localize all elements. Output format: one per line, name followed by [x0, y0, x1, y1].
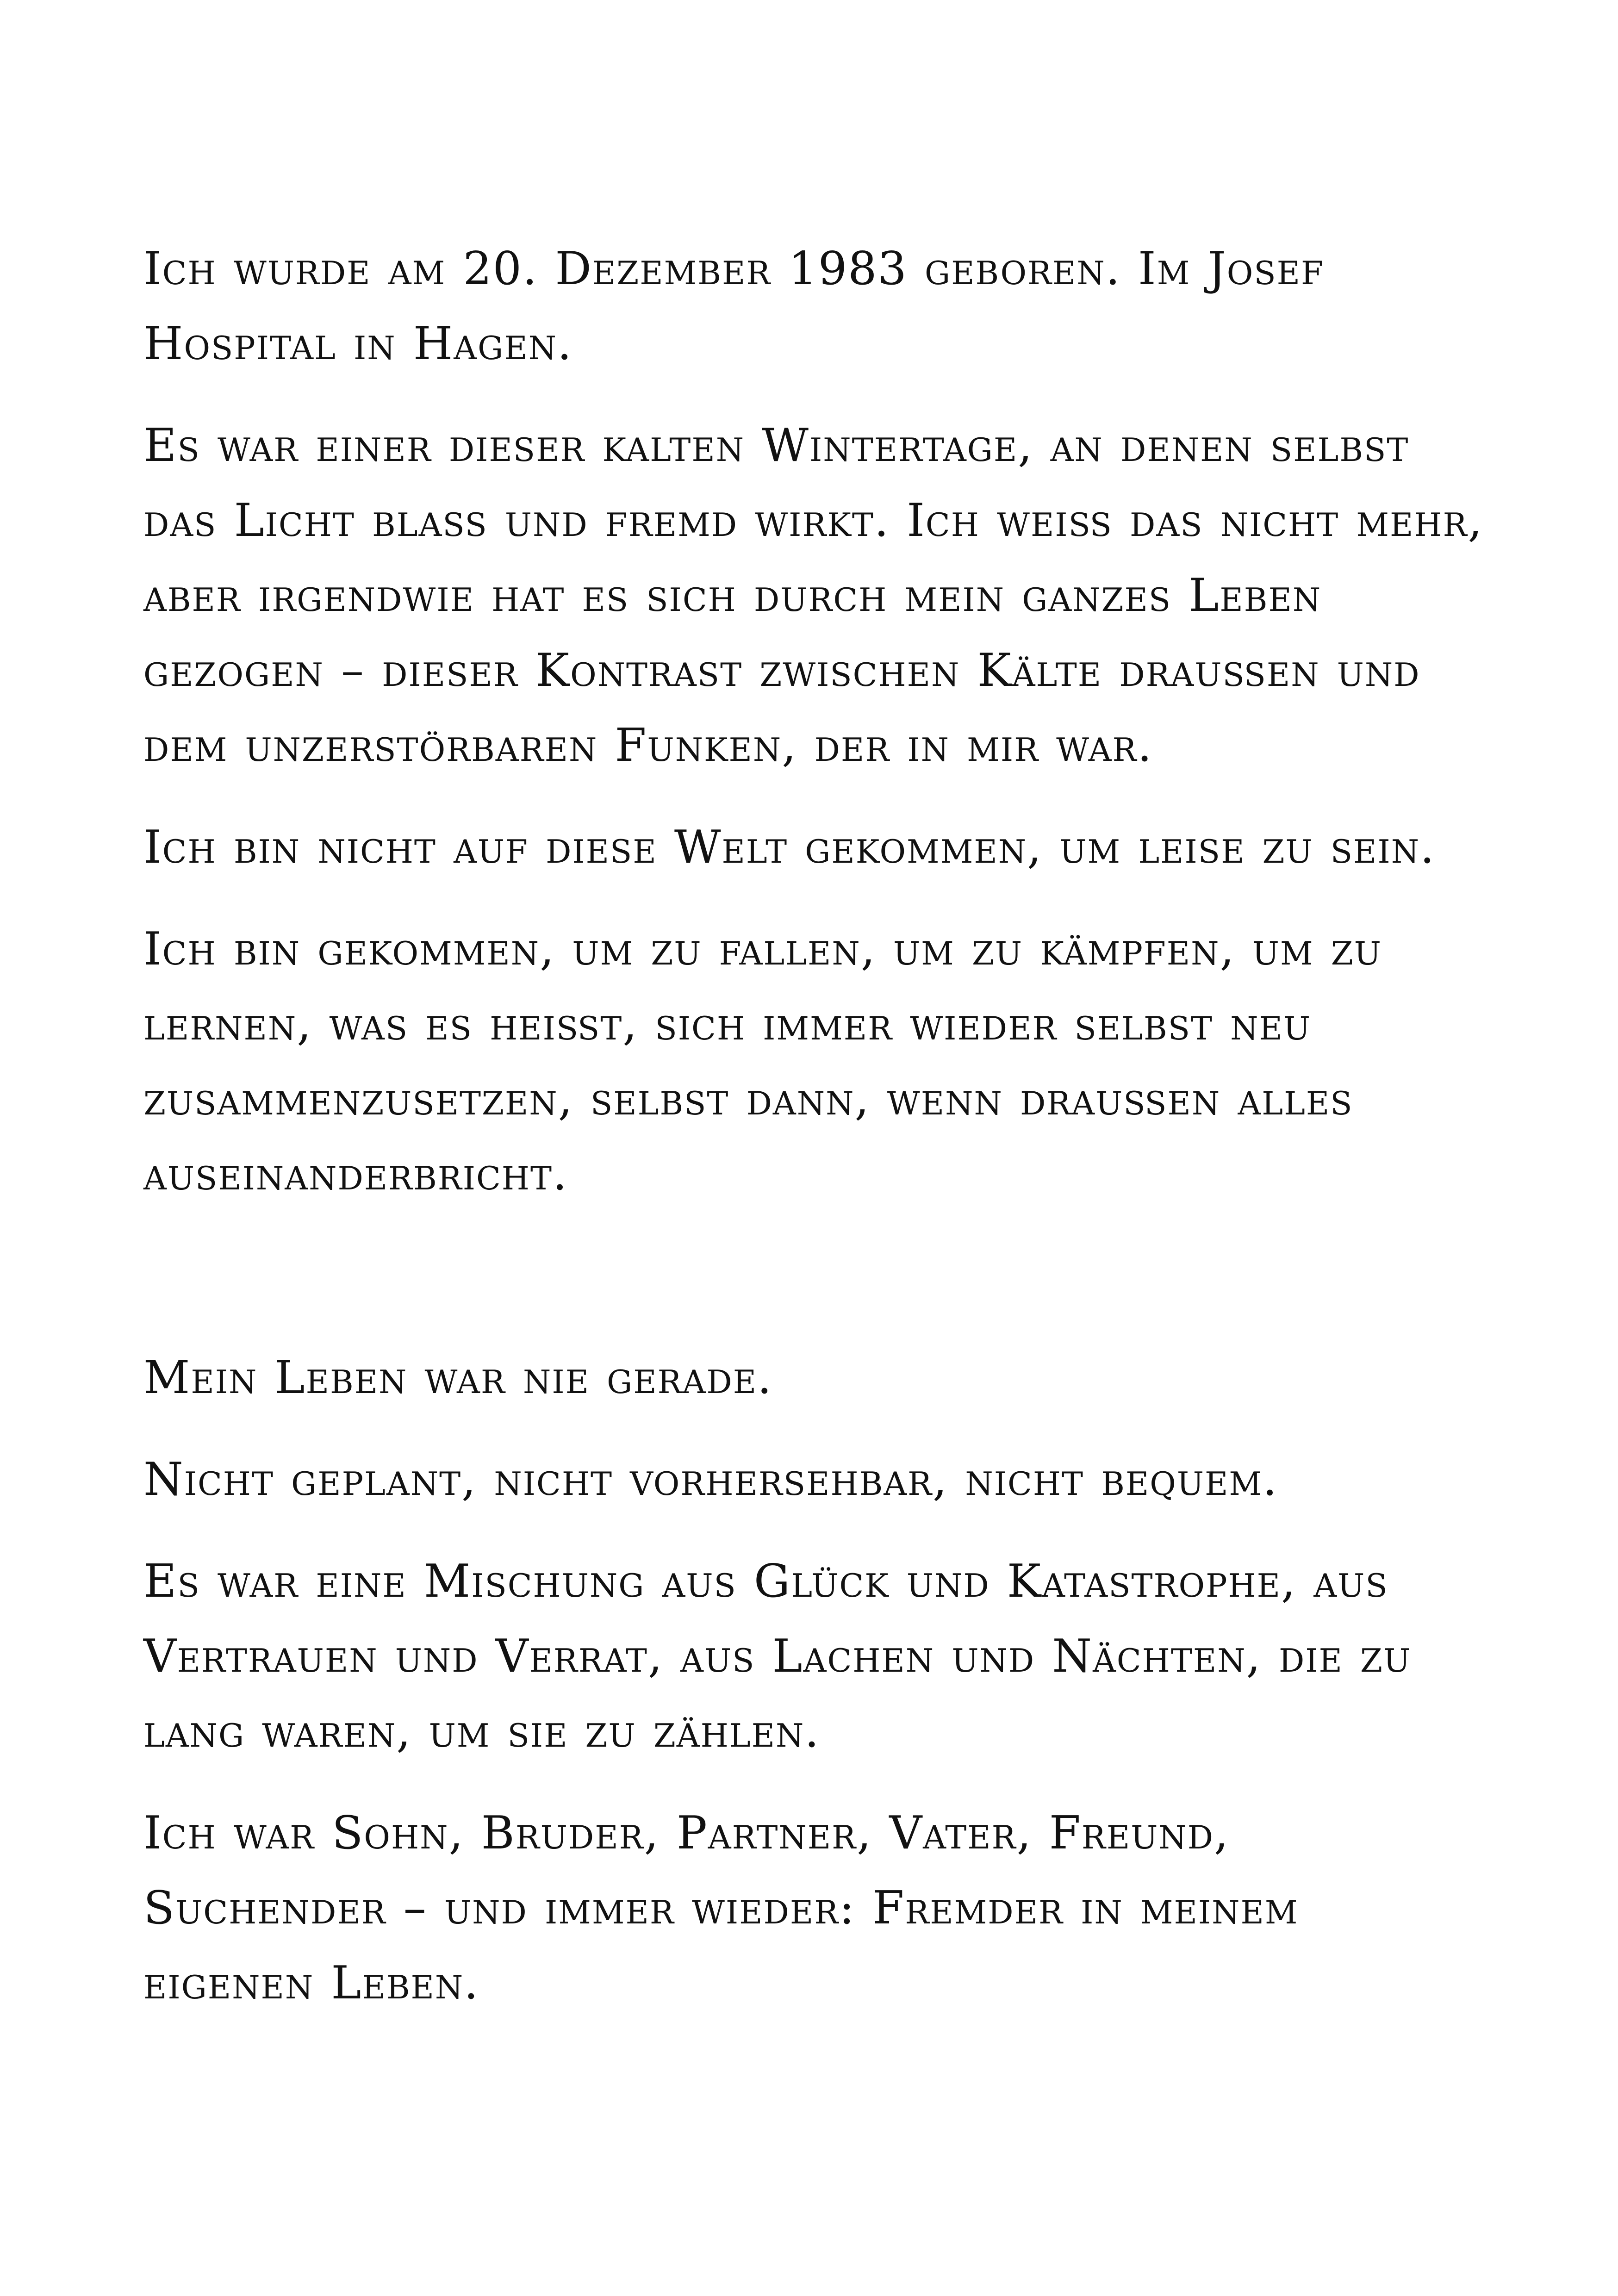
paragraph-roles: Ich war Sohn, Bruder, Partner, Vater, Freund, Suchender – und immer wieder: Fremder in meinem eigenen Leben.: [143, 1807, 1299, 2010]
paragraph-came-to-fall: Ich bin gekommen, um zu fallen, um zu kämpfen, um zu lernen, was es heißt, sich immer wieder selbst neu zusammenzusetzen, selbst dann, wenn draußen alles auseinanderbricht.: [143, 923, 1382, 1201]
paragraph-birth: Ich wurde am 20. Dezember 1983 geboren. Im Josef Hospital in Hagen.: [143, 243, 1324, 370]
paragraph-winter-day: Es war einer dieser kalten Wintertage, an denen selbst das Licht blass und fremd wirkt. Ich weiß das nicht mehr, aber irgendwie hat es sich durch mein ganzes Leben gezogen – dieser Kontrast zwischen Kälte draußen und dem unzerstörbaren Funken, der in mir war.: [143, 419, 1483, 772]
paragraph-never-straight: Mein Leben war nie gerade.: [143, 1351, 773, 1404]
body-text: [143, 231, 1486, 2047]
paragraph-not-planned: Nicht geplant, nicht vorhersehbar, nicht bequem.: [143, 1453, 1278, 1506]
paragraph-mixture: Es war eine Mischung aus Glück und Katastrophe, aus Vertrauen und Verrat, aus Lachen und Nächten, die zu lang waren, um sie zu zählen.: [143, 1555, 1412, 1758]
section-break: [143, 1238, 1486, 1340]
paragraph-not-quiet: Ich bin nicht auf diese Welt gekommen, um leise zu sein.: [143, 821, 1436, 874]
